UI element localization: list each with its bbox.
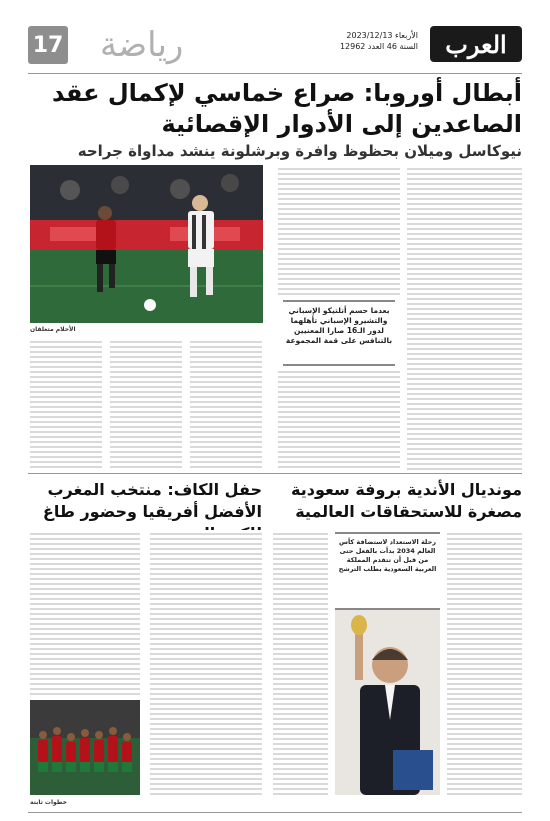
article-three-photo-caption: خطوات ثابتة — [30, 799, 67, 806]
issue-info — [340, 30, 418, 52]
article-three-headline: حفل الكاف: منتخب المغرب الأفضل أفريقيا وحضور طاغ — [42, 480, 262, 521]
article-two-photo — [335, 610, 440, 795]
newspaper-logo: العرب — [430, 26, 522, 62]
article-two-pullquote: رحلة الاستعداد لاستضافة كأس العالم 2034 بدأت بالفعل حتى من قبل أن تتقدم المملكة العربية السعودية بطلب الترشح — [335, 532, 440, 610]
main-headline: أبطال أوروبا: صراع خماسي لإكمال عقد الصاعدين إلى الأدوار الإقصائية — [51, 79, 522, 138]
main-text-column-2 — [278, 165, 400, 295]
main-text-column-5 — [110, 338, 182, 468]
article-two-headline: مونديال الأندية بروفة سعودية مصغرة للاستحقاقات العالمية — [291, 480, 522, 521]
main-text-column-6 — [30, 338, 102, 468]
main-subhead: نيوكاسل وميلان بحظوظ وافرة وبرشلونة ينشد مداواة جراحه — [77, 142, 522, 160]
issue-number: السنة 46 العدد 12962 — [339, 42, 418, 51]
football-match-photo — [30, 165, 263, 323]
main-photo — [30, 165, 263, 323]
main-photo-caption: الأحلام متعلقان — [30, 326, 76, 333]
team-celebration-photo — [30, 700, 140, 795]
main-pullquote: بعدما حسم أتلتيكو الإسباني والتشيرو الإسباني تأهلهما لدور الـ16 صارا المعنيين بالتنافس على قمة المجموعة — [283, 300, 395, 366]
masthead-divider — [28, 73, 522, 74]
article-three-photo — [30, 700, 140, 795]
footer-rule — [28, 812, 522, 813]
page-number: 17 — [28, 26, 68, 64]
main-text-column-3 — [278, 368, 400, 468]
article-three-column-2 — [30, 530, 140, 695]
issue-date: الأربعاء 2023/12/13 — [346, 31, 418, 40]
main-text-column-4 — [190, 338, 262, 468]
main-text-column-1 — [407, 165, 522, 470]
article-two-column-2 — [273, 530, 328, 795]
article-two-column-1 — [447, 530, 522, 795]
section-divider — [28, 473, 522, 474]
section-title: رياضة — [100, 25, 184, 65]
official-holding-trophy-photo — [335, 610, 440, 795]
article-three-column-1 — [150, 530, 262, 795]
masthead — [28, 22, 522, 70]
